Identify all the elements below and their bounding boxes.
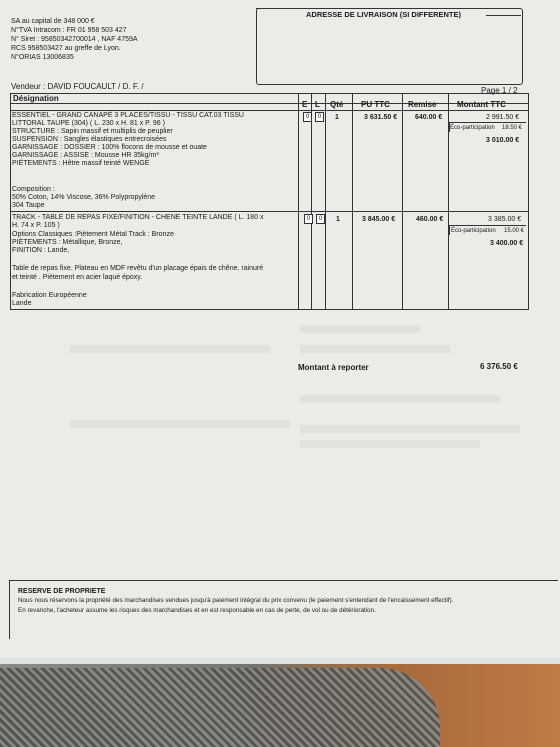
vendor: Vendeur : DAVID FOUCAULT / D. F. / [11,82,144,91]
item-1-eco-value: 18.50 € [502,125,523,131]
item-2-qty: 1 [336,216,340,223]
item-line: TRACK - TABLE DE REPAS FIXE/FINITION - CHENE TEINTE LANDE ( L. 180 x [12,214,264,221]
item-1-qty: 1 [335,114,339,121]
item-line: Options Classiques :Piètement Métal Track : Bronze [12,231,174,238]
knit-blanket [0,668,440,747]
item-1-montant: 2 991.50 € [486,114,520,121]
item-line: 304 Taupe [12,202,45,209]
company-tva: N°TVA Intracom : FR 01 958 503 427 [11,27,127,34]
header-montant-ttc: Montant TTC [457,100,506,109]
item-2-remise: 460.00 € [416,216,444,223]
header-qty: Qté [330,100,344,109]
item-2-e-box: 0 [304,214,313,224]
item-2-l-box: 0 [316,214,325,224]
item-line: 50% Coton, 14% Viscose, 36% Polypropylène [12,194,156,201]
item-line: SUSPENSION : Sangles élastiques entrecroisées [12,136,167,143]
item-2-eco-label: Éco-participation [451,228,496,234]
item-2-total: 3 400.00 € [490,240,524,247]
company-orias: N°ORIAS 13006835 [11,54,74,61]
header-l: L [315,100,320,109]
header-e: E [302,100,308,109]
item-line: ESSENTIEL - GRAND CANAPÉ 3 PLACES/TISSU - TISSU CAT.03 TISSU [12,112,244,119]
item-2-montant: 3 385.00 € [488,216,522,223]
delivery-title: ADRESSE DE LIVRAISON (SI DIFFERENTE) [306,10,462,19]
page-number: Page 1 / 2 [481,86,518,95]
item-line: LITTORAL TAUPE (304) ( L. 230 x H. 81 x P. 96 ) [12,120,165,127]
item-1-eco-label: Éco-participation [450,125,495,131]
company-capital: SA au capital de 348 000 € [11,18,95,25]
item-1-pu: 3 631.50 € [364,114,398,121]
reserve-title: RESERVE DE PROPRIETE [18,588,106,595]
item-line: Lande [12,300,32,307]
item-line: GARNISSAGE : DOSSIER : 100% flocons de mousse et ouate [12,144,207,151]
item-1-remise: 640.00 € [415,114,443,121]
header-designation: Désignation [13,94,59,103]
item-line: et teinté . Piètement en acier laqué époxy. [12,274,143,281]
carry-label: Montant à reporter [298,363,369,372]
company-siret: N° Siret : 95850342700014 , NAF 4759A [11,36,138,43]
item-2-pu: 3 845.00 € [362,216,396,223]
item-line: GARNISSAGE : ASSISE : Mousse HR 35kg/m³ [12,152,159,159]
carry-value: 6 376.50 € [480,362,518,371]
item-line: Composition : [12,186,55,193]
reserve-line-1: Nous nous réservons la propriété des marchandises vendues jusqu'à paiement intégral du prix convenu (le paiement s'entendant de l'encaissement effectif). [18,597,454,604]
item-line: STRUCTURE : Sapin massif et multiplis de peuplier [12,128,173,135]
item-line: PIÈTEMENTS : Métallique, Bronze, [12,239,123,246]
item-line: FINITION : Lande, [12,247,70,254]
item-line: H. 74 x P. 105 ) [12,222,60,229]
item-2-eco-value: 15.00 € [504,228,525,234]
item-1-total: 3 010.00 € [486,137,520,144]
delivery-address-box [256,8,523,85]
header-remise: Remise [408,100,437,109]
item-line: Fabrication Européenne [12,292,87,299]
company-rcs: RCS 958503427 au greffe de Lyon. [11,45,121,52]
item-1-e-box: 0 [303,112,312,122]
reserve-line-2: En revanche, l'acheteur assume les risques des marchandises et en est responsable en cas de perte, de vol ou de détérioration. [18,607,376,614]
item-line: Table de repas fixe. Plateau en MDF revêtu d'un placage épais de chêne, rainuré [12,265,264,272]
header-pu-ttc: PU TTC [361,100,390,109]
item-1-l-box: 0 [315,112,324,122]
item-line: PIÉTEMENTS : Hêtre massif teinté WENGE [12,160,150,167]
